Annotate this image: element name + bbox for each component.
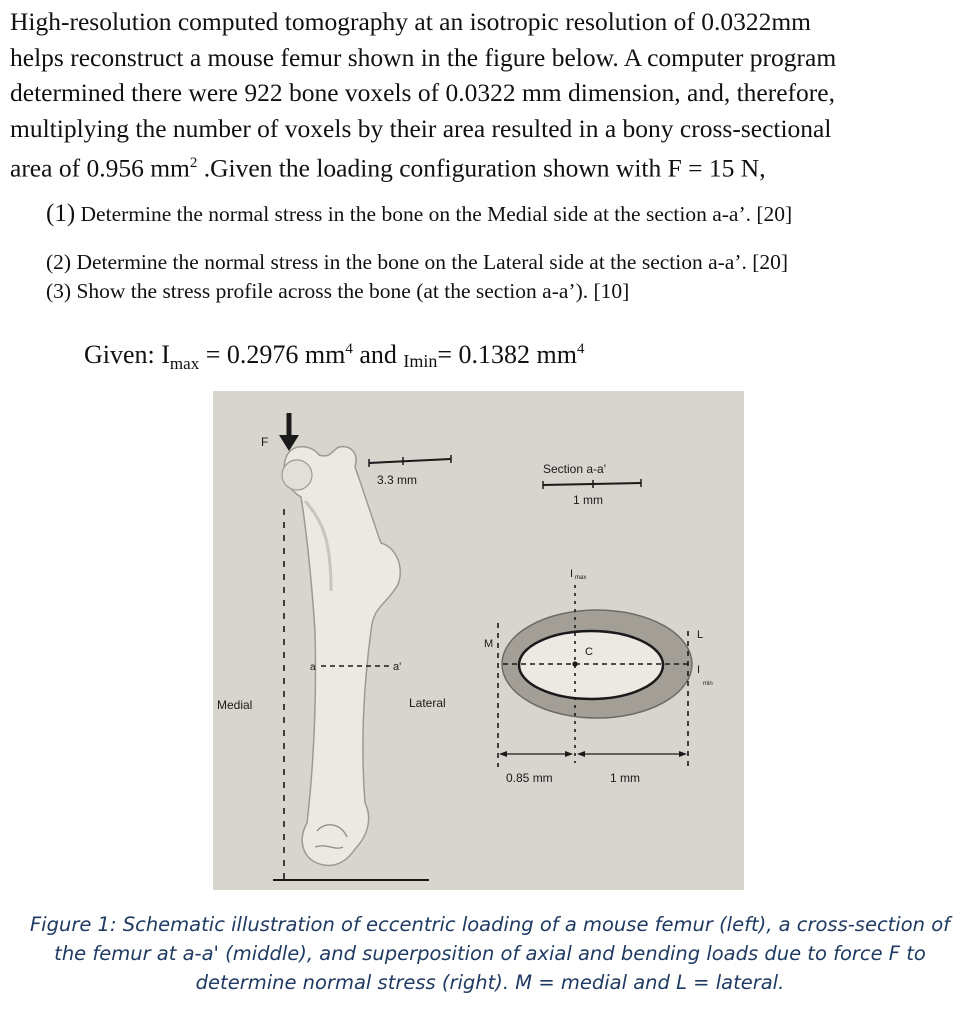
intro-line-2: helps reconstruct a mouse femur shown in the figure below. A computer program [10,42,837,72]
m-label: M [484,638,494,650]
intro-line-5-a: area of 0.956 mm [10,153,190,183]
imin-axis-subscript: min [703,681,713,687]
imin-value: = 0.1382 mm [437,340,577,369]
caption-line-3: determine normal stress (right). M = medial and L = lateral. [195,971,785,994]
imin-symbol: Imin [403,351,438,371]
l-label: L [697,629,704,641]
medial-label: Medial [217,698,253,712]
dimension-left-label: 0.85 mm [506,771,553,785]
intro-line-3: determined there were 922 bone voxels of 0.0322 mm dimension, and, therefore, [10,78,835,107]
given-values [84,340,585,374]
imin-exponent: 4 [577,341,585,357]
centroid-point [572,661,577,666]
imax-exponent: 4 [345,341,353,357]
imin-axis-label: I [697,664,701,676]
question-1 [46,200,792,228]
scale-left-label: 3.3 mm [377,473,418,487]
area-exponent: 2 [189,155,198,171]
intro-line-1: High-resolution computed tomography at an isotropic resolution of 0.0322mm [10,7,811,36]
medullary-cavity [519,631,663,699]
imax-axis-subscript: max [575,575,587,581]
question-2: (2) Determine the normal stress in the bone on the Lateral side at the section a-a’. [20] [46,250,789,274]
caption-line-1: Figure 1: Schematic illustration of eccentric loading of a mouse femur (left), a cross-section of [29,913,951,936]
centroid-label: C [585,646,593,658]
given-prefix: Given: I [84,340,170,369]
intro-line-5-b: .Given the loading configuration shown with F = 15 N, [197,153,766,183]
given-and: and [352,340,404,369]
section-title: Section a-a' [543,462,606,476]
imax-value: = 0.2976 mm [199,340,346,369]
problem-statement [10,4,950,186]
femoral-head [282,460,312,490]
scale-right-label: 1 mm [573,493,603,507]
force-label: F [261,435,269,449]
intro-line-4: multiplying the number of voxels by their area resulted in a bony cross-sectional [10,113,832,143]
question-3: (3) Show the stress profile across the bone (at the section a-a’). [10] [46,279,630,303]
imax-subscript: max [169,354,200,373]
section-a-right-label: a' [393,661,402,673]
caption-line-2: the femur at a-a' (middle), and superposition of axial and bending loads due to force F to [54,942,926,965]
dimension-right-label: 1 mm [610,771,640,785]
question-1-text: Determine the normal stress in the bone on the Medial side at the section a-a’. [20] [75,202,793,226]
femur-figure [213,391,744,890]
femur-figure-graphic [213,391,744,890]
imax-axis-label: I [570,568,574,580]
intro-line-5 [10,146,950,186]
question-1-number: (1) [46,200,76,227]
lateral-label: Lateral [409,696,446,710]
figure-caption [0,910,980,997]
section-a-left-label: a [310,662,316,673]
